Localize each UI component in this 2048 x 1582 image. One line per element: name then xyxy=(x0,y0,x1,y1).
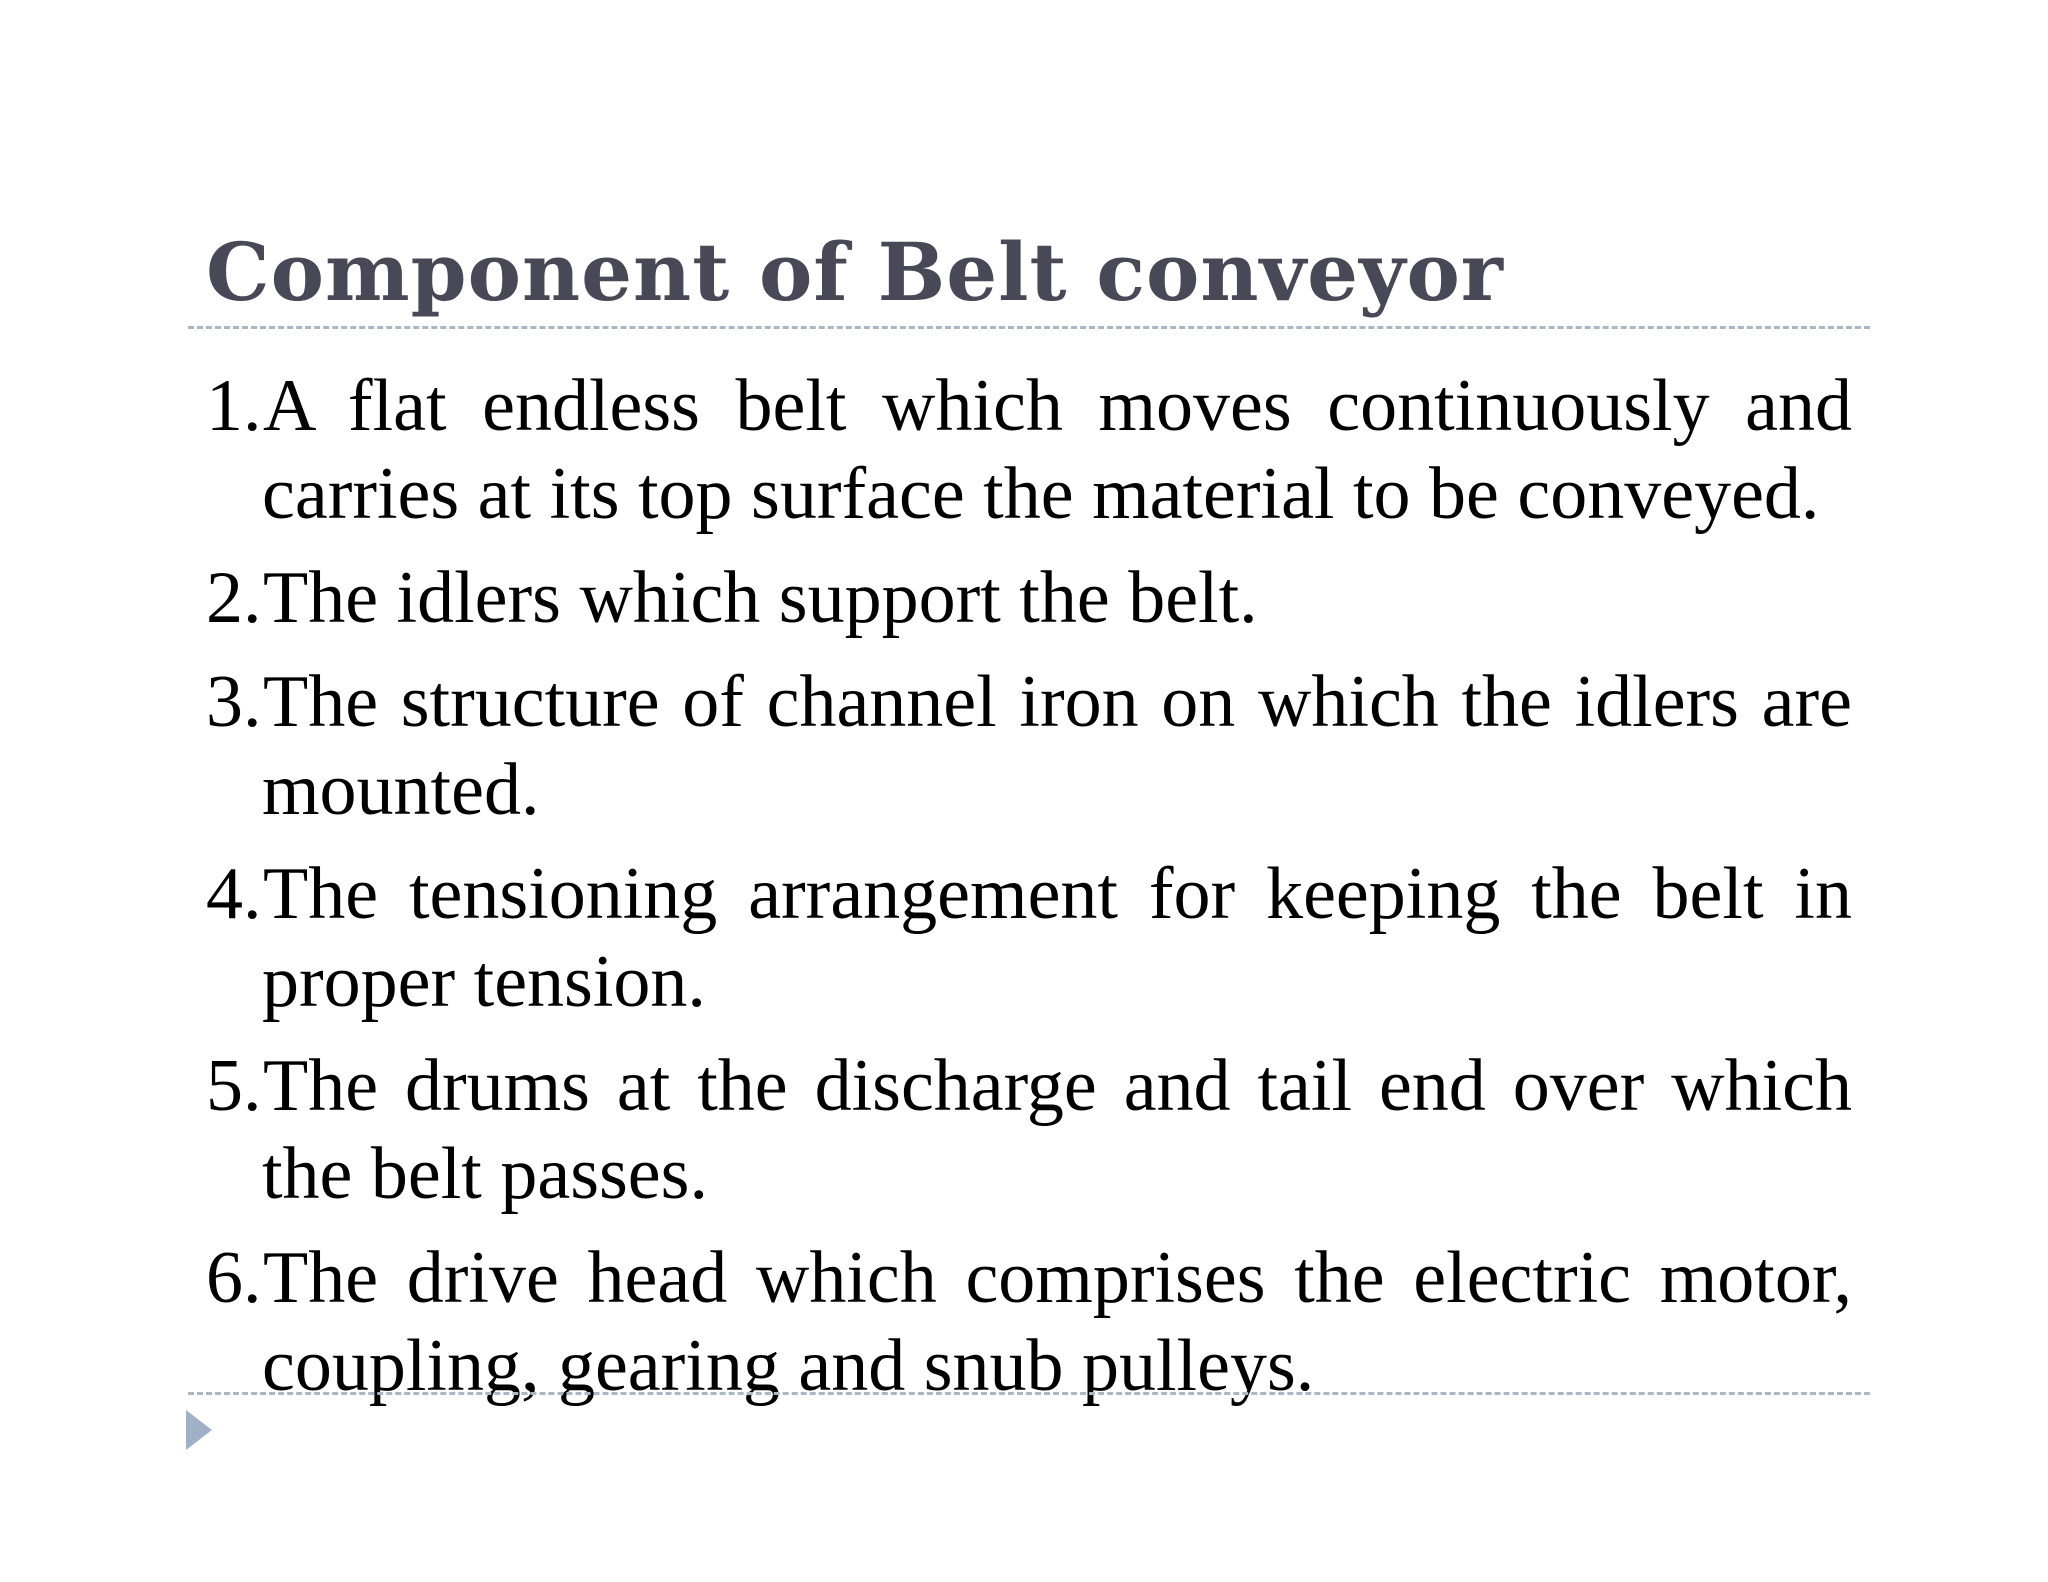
list-item xyxy=(206,850,1852,1026)
item-number: 2. xyxy=(206,557,262,639)
item-number: 5. xyxy=(206,1045,262,1127)
item-number: 6. xyxy=(206,1237,262,1319)
item-number: 3. xyxy=(206,661,262,743)
list-item xyxy=(206,362,1852,538)
slide-content xyxy=(206,362,1852,1426)
footer-divider xyxy=(188,1392,1870,1395)
item-text: The structure of channel iron on which the idlers are mounted. xyxy=(262,661,1852,831)
list-item xyxy=(206,658,1852,834)
list-item xyxy=(206,554,1852,642)
list-item xyxy=(206,1234,1852,1410)
item-number: 4. xyxy=(206,853,262,935)
item-text: A flat endless belt which moves continuously and carries at its top surface the material to be conveyed. xyxy=(262,365,1852,535)
slide-title: Component of Belt conveyor xyxy=(206,225,1504,319)
item-text: The tensioning arrangement for keeping the belt in proper tension. xyxy=(262,853,1852,1023)
item-text: The idlers which support the belt. xyxy=(263,557,1258,639)
list-item xyxy=(206,1042,1852,1218)
component-list xyxy=(206,362,1852,1410)
item-number: 1. xyxy=(206,365,262,447)
title-divider xyxy=(188,326,1870,329)
item-text: The drive head which comprises the electric motor, coupling, gearing and snub pulleys. xyxy=(262,1237,1852,1407)
triangle-right-icon xyxy=(186,1410,212,1450)
item-text: The drums at the discharge and tail end over which the belt passes. xyxy=(262,1045,1852,1215)
